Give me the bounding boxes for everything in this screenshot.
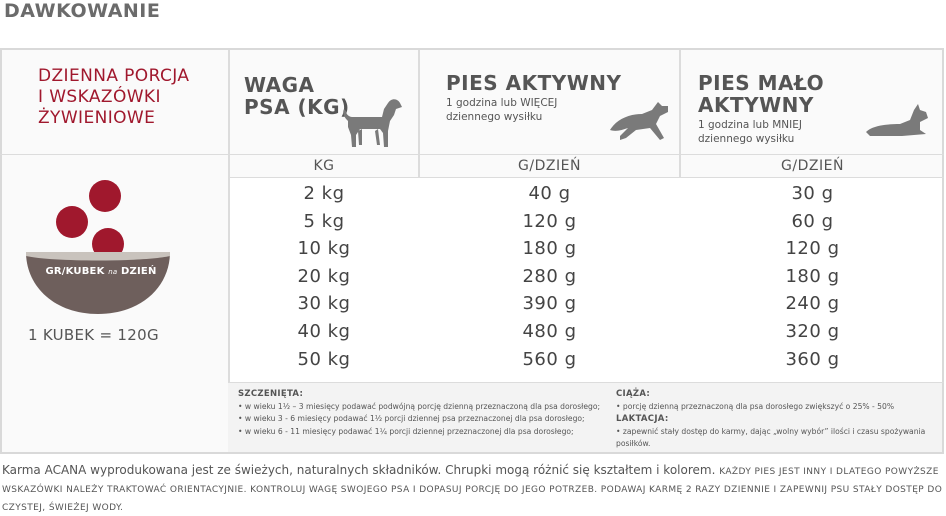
weight-cell: 50 kg [297,348,351,370]
weight-cell: 2 kg [303,183,345,204]
notes-heading: SZCZENIĘTA: [238,389,304,399]
column-subtitle: dziennego wysiłku [698,133,795,145]
inactive-grams-cell: 360 g [785,348,840,370]
standing-dog-icon [338,95,404,150]
puppy-notes [238,388,618,438]
inactive-grams-cell: 30 g [791,183,834,204]
inactive-grams-cell: 240 g [785,293,840,315]
active-grams-cell: 180 g [522,238,577,260]
note-item: • w wieku 6 - 11 miesięcy podawać 1¼ porcji dziennej przeznaczonej dla psa dorosłego; [238,426,574,436]
footer-disclaimer: KAŻDY PIES JEST INNY I DLATEGO POWYŻSZE WSKAZÓWKI NALEŻY TRAKTOWAĆ ORIENTACYJNIE. KONTROLUJ WAGĘ SWOJEGO PSA I DOPASUJ PORCJĘ DO JEGO POTRZEB. PODAWAJ KARMĘ 2 RAZY DZIENNIE I ZAPEWNIJ PSU STAŁY DOSTĘP DO CZYSTEJ, ŚWIEŻEJ WODY. [2,467,943,513]
pregnancy-notes [616,388,942,451]
inactive-values [681,180,944,373]
running-dog-icon [606,98,672,142]
note-item: • w wieku 3 - 6 miesięcy podawać 1½ porcji dziennej psa przeznaczonej dla psa dorosłego; [238,414,585,423]
cup-note: 1 KUBEK = 120G [28,326,159,344]
notes-heading: LAKTACJA: [616,414,669,424]
note-item: • zapewnić stały dostęp do karmy, dając „wolny wybór” ilości i czasu spożywania posiłków. [616,426,926,448]
inactive-grams-cell: 180 g [785,265,840,287]
active-grams-cell: 40 g [528,183,571,204]
heading-line: DZIENNA PORCJA [38,66,190,86]
weight-column-header [244,74,350,118]
inactive-grams-cell: 60 g [791,210,834,232]
weight-cell: 5 kg [303,210,345,232]
daily-portion-heading [38,66,223,129]
active-grams-cell: 390 g [522,293,577,315]
active-grams-cell: 120 g [522,210,577,232]
inactive-grams-cell: 120 g [785,238,840,260]
column-subtitle: 1 godzina lub WIĘCEJ [446,97,558,109]
page-title: DAWKOWANIE [4,0,161,22]
column-subtitle: dziennego wysiłku [446,111,543,123]
column-title: PIES AKTYWNY [446,71,622,95]
heading-line: I WSKAZÓWKI [38,87,161,107]
column-subtitle: 1 godzina lub MNIEJ [698,119,802,131]
kibble-icon [89,180,121,212]
note-item: • w wieku 1½ – 3 miesięcy podawać podwójną porcję dzienną przeznaczoną dla psa dorosłego; [238,401,601,411]
weight-cell: 30 kg [297,293,351,315]
active-values [420,180,679,373]
food-bowl-icon [24,176,174,316]
notes-heading: CIĄŻA: [616,389,651,399]
weight-cell: 20 kg [297,265,351,287]
bowl-label [36,266,166,277]
footer-text [2,462,944,516]
heading-line: ŻYWIENIOWE [38,108,156,128]
weight-cell: 40 kg [297,320,351,342]
lying-dog-icon [862,100,934,140]
kibble-icon [56,206,88,238]
note-item: • porcję dzienną przeznaczoną dla psa dorosłego zwiększyć o 25% - 50% [616,401,895,411]
inactive-grams-subheader: G/DZIEŃ [781,158,844,174]
bowl-label-day: DZIEŃ [121,266,157,277]
divider [0,154,944,155]
kg-subheader: KG [313,158,335,174]
weight-cell: 10 kg [297,238,351,260]
active-grams-cell: 560 g [522,348,577,370]
active-grams-cell: 480 g [522,320,577,342]
active-dog-column-header [446,72,622,124]
active-grams-cell: 280 g [522,265,577,287]
bowl-label-unit: GR/KUBEK [45,266,105,277]
weight-values [230,180,418,373]
inactive-grams-cell: 320 g [785,320,840,342]
column-title: WAGA [244,73,315,97]
bowl-label-per: na [108,268,118,276]
active-grams-subheader: G/DZIEŃ [518,158,581,174]
column-title: PIES MAŁO AKTYWNY [698,71,825,117]
column-title: PSA (KG) [244,95,350,119]
footer-main: Karma ACANA wyprodukowana jest ze świeżych, naturalnych składników. Chrupki mogą różnić się kształtem i kolorem. [2,463,716,477]
